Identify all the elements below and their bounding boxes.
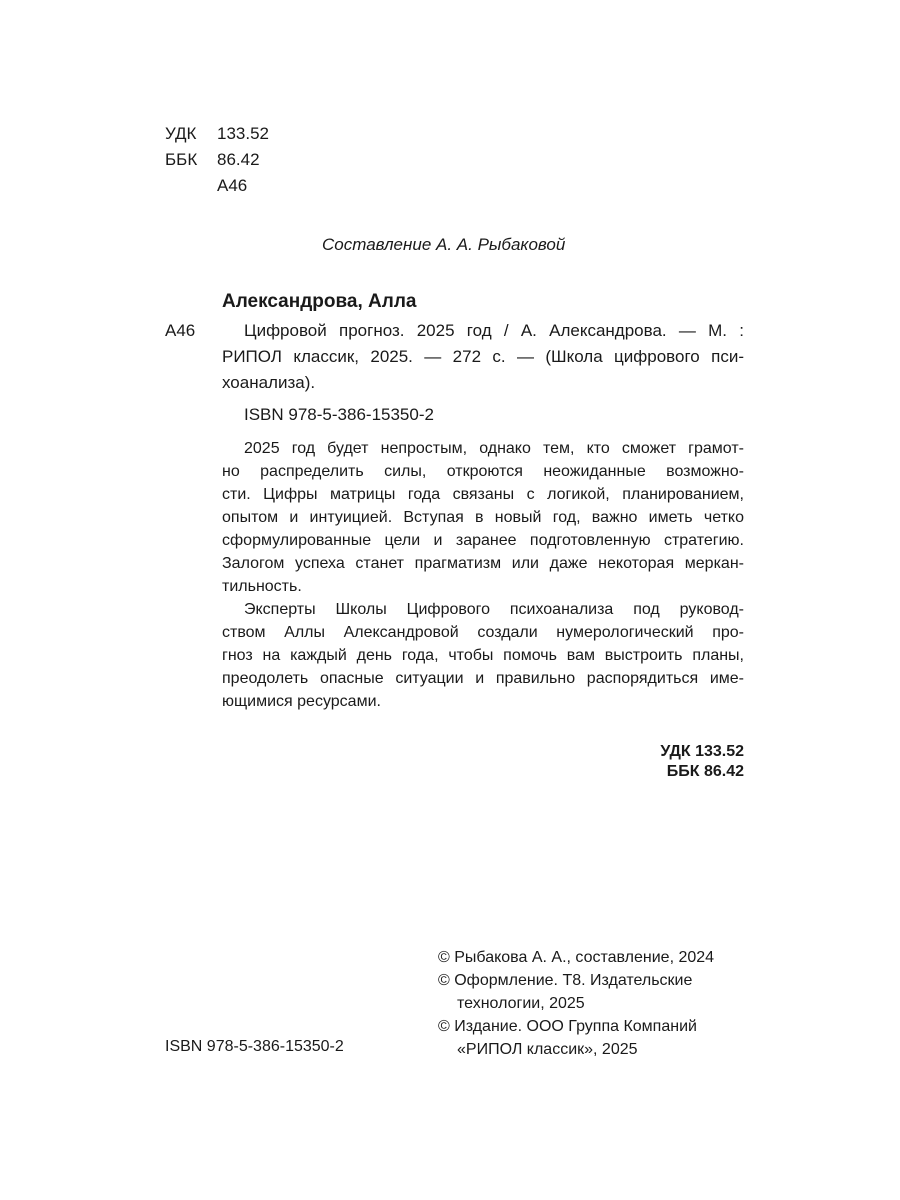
right-bbk: ББК 86.42	[666, 763, 744, 780]
annotation-line: 2025 год будет непростым, однако тем, кто сможет грамот-	[244, 440, 744, 457]
right-udk: УДК 133.52	[660, 743, 744, 760]
annotation-line: опытом и интуицией. Вступая в новый год, важно иметь четко	[222, 509, 744, 526]
compiler-line: Составление А. А. Рыбаковой	[322, 235, 566, 254]
copyright-design-cont: технологии, 2025	[457, 995, 585, 1012]
bbk-label: ББК	[165, 150, 198, 169]
author-mark: А46	[165, 321, 196, 340]
right-classification-codes	[660, 742, 744, 782]
bibliographic-description	[222, 318, 744, 396]
author-mark-top: А46	[217, 176, 248, 195]
bottom-isbn: ISBN 978-5-386-15350-2	[165, 1038, 344, 1055]
annotation	[222, 437, 744, 713]
copyright-compiler: © Рыбакова А. А., составление, 2024	[438, 949, 715, 966]
biblio-line: хоанализа).	[222, 373, 316, 392]
copyright-block	[438, 946, 714, 1061]
copyright-edition-cont: «РИПОЛ классик», 2025	[457, 1041, 638, 1058]
copyright-design: © Оформление. Т8. Издательские	[438, 972, 693, 989]
annotation-line: но распределить силы, откроются неожиданные возможно-	[222, 463, 744, 480]
annotation-line: ством Аллы Александровой создали нумерологический про-	[222, 624, 744, 641]
annotation-line: сформулированные цели и заранее подготовленную стратегию.	[222, 532, 744, 549]
annotation-line: сти. Цифры матрицы года связаны с логикой, планированием,	[222, 486, 744, 503]
annotation-line: гноз на каждый день года, чтобы помочь вам выстроить планы,	[222, 647, 744, 664]
annotation-line: Залогом успеха станет прагматизм или даже некоторая меркан-	[222, 555, 744, 572]
annotation-line: ющимися ресурсами.	[222, 693, 381, 710]
classification-block	[165, 121, 305, 201]
author-heading: Александрова, Алла	[222, 291, 417, 312]
udk-label: УДК	[165, 124, 197, 143]
annotation-line: Эксперты Школы Цифрового психоанализа под руковод-	[244, 601, 744, 618]
annotation-line: преодолеть опасные ситуации и правильно распорядиться име-	[222, 670, 744, 687]
biblio-line: Цифровой прогноз. 2025 год / А. Александрова. — М. :	[244, 321, 744, 340]
biblio-line: РИПОЛ классик, 2025. — 272 с. — (Школа цифрового пси-	[222, 347, 744, 366]
entry-isbn: ISBN 978-5-386-15350-2	[244, 405, 434, 424]
annotation-line: тильность.	[222, 578, 302, 595]
bbk-value: 86.42	[217, 150, 260, 169]
udk-value: 133.52	[217, 124, 269, 143]
copyright-edition: © Издание. ООО Группа Компаний	[438, 1018, 697, 1035]
